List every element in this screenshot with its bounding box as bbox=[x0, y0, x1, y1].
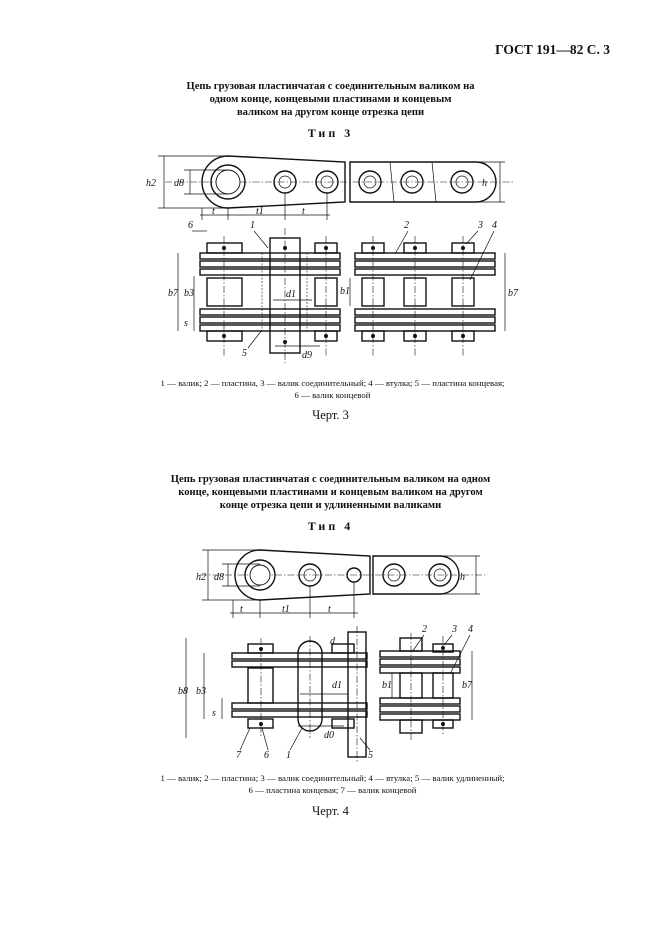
dim-d8: d8 bbox=[174, 178, 184, 189]
dim-d9: d9 bbox=[302, 350, 312, 361]
section1-type-label: Тип 3 bbox=[307, 126, 354, 140]
callout-1-4: 1 bbox=[286, 750, 291, 761]
dim-t: t bbox=[212, 206, 215, 217]
dim-s: s bbox=[184, 318, 188, 329]
section2-legend bbox=[120, 773, 545, 796]
dim-d: d bbox=[330, 636, 335, 647]
section2-title bbox=[150, 473, 511, 512]
dim-d1-4: d1 bbox=[332, 680, 342, 691]
dim-t1-4: t1 bbox=[282, 604, 290, 615]
title-line: конце отрезка цепи и удлиненными валиками bbox=[219, 500, 442, 511]
dim-b7-4: b7 bbox=[462, 680, 472, 691]
dim-h2-4: h2 bbox=[196, 572, 206, 583]
callout-6: 6 bbox=[188, 220, 193, 231]
callout-5-4: 5 bbox=[368, 750, 373, 761]
dim-b7-right: b7 bbox=[508, 288, 518, 299]
legend-line: 6 — валик концевой bbox=[294, 389, 371, 400]
page-header: ГОСТ 191—82 С. 3 bbox=[495, 42, 610, 57]
dim-h-4: h bbox=[460, 572, 465, 583]
title-line: конце, концевыми пластинами и концевым валиком на другом bbox=[178, 487, 483, 498]
dim-d1: d1 bbox=[286, 289, 296, 300]
legend-line: 1 — валик; 2 — пластина; 3 — валик соединительный; 4 — втулка; 5 — валик удлиненный; bbox=[160, 773, 505, 783]
section1-title bbox=[150, 80, 511, 119]
dim-t-4: t bbox=[240, 604, 243, 615]
dim-b3: b3 bbox=[184, 288, 194, 299]
dim-b8: b8 bbox=[178, 686, 188, 697]
callout-2-4: 2 bbox=[422, 624, 427, 635]
dim-h: h bbox=[482, 178, 487, 189]
dim-d0: d0 bbox=[324, 730, 334, 741]
title-line: Цепь грузовая пластинчатая с соединительным валиком на одном bbox=[170, 474, 491, 485]
dim-b1: b1 bbox=[340, 286, 350, 297]
dim-t-4b: t bbox=[328, 604, 331, 615]
dim-s-4: s bbox=[212, 708, 216, 719]
dim-t1: t1 bbox=[256, 206, 264, 217]
callout-4-4: 4 bbox=[468, 624, 473, 635]
title-line: одном конце, концевыми пластинами и концевым bbox=[209, 94, 452, 105]
dim-d8-4: d8 bbox=[214, 572, 224, 583]
section2-caption: Черт. 4 bbox=[312, 804, 349, 818]
section1-caption: Черт. 3 bbox=[312, 408, 349, 422]
dim-h2: h2 bbox=[146, 178, 156, 189]
dim-t-2: t bbox=[302, 206, 305, 217]
callout-2: 2 bbox=[404, 220, 409, 231]
dim-b3-4: b3 bbox=[196, 686, 206, 697]
legend-line: 1 — валик; 2 — пластина, 3 — валик соединительный; 4 — втулка; 5 — пластина концевая; bbox=[160, 378, 505, 388]
title-line: Цепь грузовая пластинчатая с соединительным валиком на bbox=[186, 81, 475, 92]
callout-7: 7 bbox=[236, 750, 241, 761]
callout-6-4: 6 bbox=[264, 750, 269, 761]
callout-3-4: 3 bbox=[452, 624, 457, 635]
callout-1: 1 bbox=[250, 220, 255, 231]
dim-b7: b7 bbox=[168, 288, 178, 299]
legend-line: 6 — пластина концевая; 7 — валик концевой bbox=[248, 784, 417, 795]
chain-type4-plan-view bbox=[0, 618, 661, 768]
section1-legend bbox=[120, 378, 545, 401]
title-line: валиком на другом конце отрезка цепи bbox=[236, 107, 425, 118]
section2-type-label: Тип 4 bbox=[307, 519, 354, 533]
callout-5: 5 bbox=[242, 348, 247, 359]
chain-type3-plan-view bbox=[0, 218, 661, 368]
dim-b1-4: b1 bbox=[382, 680, 392, 691]
callout-4: 4 bbox=[492, 220, 497, 231]
callout-3: 3 bbox=[478, 220, 483, 231]
